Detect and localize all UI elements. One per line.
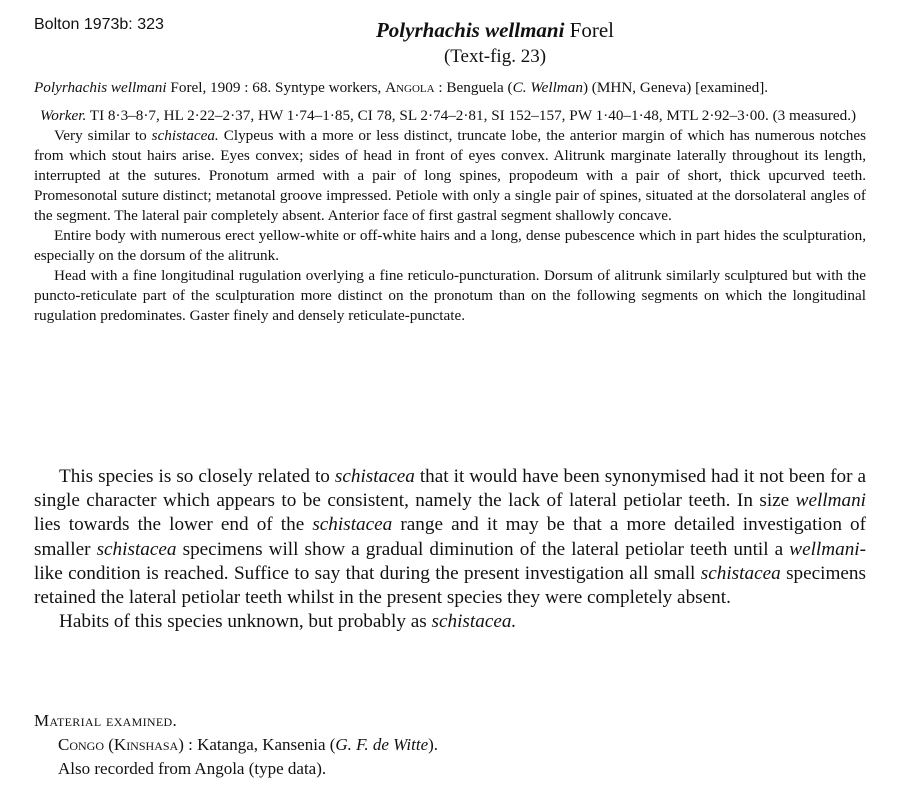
species-ref: wellmani xyxy=(789,538,860,560)
sculpture-paragraph: Head with a fine longitudinal rugulation overlying a fine reticulo-puncturation. Dorsum of alitrunk similarly sculptured but with the puncto-reticulate part of the sculpturation more distinct on the pronotum than on the following segments on which the longitudinal rugulation predominates. Gaster finely and densely reticulate-punctate. xyxy=(34,267,866,324)
species-ref: schistacea. xyxy=(151,127,219,144)
citation-text: Forel, 1909 : 68. Syntype workers, xyxy=(166,79,386,96)
figure-reference: (Text-fig. 23) xyxy=(443,46,547,67)
material-examined-section xyxy=(34,709,866,781)
worker-measurements xyxy=(34,106,866,126)
material-text: ). xyxy=(428,735,439,754)
species-ref: wellmani xyxy=(795,490,866,512)
species-name: Polyrhachis wellmani xyxy=(375,18,565,42)
habits-text: Habits of this species unknown, but probably as xyxy=(59,611,432,633)
discussion-text: specimens retained the lateral petiolar teeth whilst in the present species they were completely absent. xyxy=(34,562,866,609)
discussion-text: range and it may be that a more detailed investigation of smaller xyxy=(34,514,866,560)
material-recorded: Also recorded from Angola (type data). xyxy=(58,759,327,778)
measurements-text: TI 8·3–8·7, HL 2·22–2·37, HW 1·74–1·85, CI 78, SL 2·74–2·81, SI 152–157, PW 1·40–1·48, MTL 2·92–3·00. (3 measured.) xyxy=(86,107,857,124)
species-ref: schistacea. xyxy=(431,611,517,633)
page-title xyxy=(90,18,900,42)
citation-text: ) (MHN, Geneva) [examined]. xyxy=(582,79,769,96)
worker-label: Worker. xyxy=(40,107,87,124)
description-paragraph xyxy=(34,126,866,226)
description-text: Clypeus with a more or less distinct, truncate lobe, the anterior margin of which has numerous notches from which stout hairs arise. Eyes convex; sides of head in front of eyes convex. Alitrunk marginate laterally throughout its length, interrupted at the sutures. Pronotum armed with a pair of long spines, propodeum with a pair of short, thick upcurved teeth. Promesonotal suture distinct; metanotal groove impressed. Petiole with only a single pair of spines, situated at the dorsolateral angles of the segment. The lateral pair completely absent. Anterior face of first gastral segment shallowly concave. xyxy=(34,127,866,224)
discussion-text: that it would have been synonymised had it not been for a single character which appears to be consistent, namely the lack of lateral petiolar teeth. In size xyxy=(34,466,866,512)
habits-paragraph xyxy=(34,610,866,634)
citation-paragraph xyxy=(34,78,866,98)
species-author: Forel xyxy=(569,18,614,42)
discussion-text: lies towards the lower end of the xyxy=(34,514,313,536)
title-block xyxy=(0,18,900,69)
citation-species: Polyrhachis wellmani xyxy=(34,79,167,96)
species-ref: schistacea xyxy=(700,562,781,584)
citation-text: : Benguela ( xyxy=(434,79,513,96)
discussion-text: specimens will show a gradual diminution of the lateral petiolar teeth until a xyxy=(176,538,790,560)
citation-country: Angola xyxy=(385,79,435,96)
pilosity-paragraph: Entire body with numerous erect yellow-white or off-white hairs and a long, dense pubescence which in part hides the sculpturation, especially on the dorsum of the alitrunk. xyxy=(34,227,866,264)
reference-tag: Bolton 1973b: 323 xyxy=(34,16,164,33)
species-ref: schistacea xyxy=(96,538,177,560)
discussion-text: -like condition is reached. Suffice to say that during the present investigation all small xyxy=(34,538,867,584)
material-collector: G. F. de Witte xyxy=(335,735,429,754)
taxonomic-description xyxy=(34,78,866,326)
citation-collector: C. Wellman xyxy=(512,79,583,96)
discussion-text: This species is so closely related to xyxy=(59,466,335,487)
species-ref: schistacea xyxy=(334,466,415,487)
description-text: Very similar to xyxy=(54,127,152,144)
discussion-section xyxy=(34,465,866,634)
species-ref: schistacea xyxy=(312,514,393,536)
discussion-paragraph xyxy=(34,465,866,610)
material-heading: Material examined. xyxy=(34,711,177,730)
material-record xyxy=(34,733,866,757)
material-locality: : Katanga, Kansenia ( xyxy=(183,735,336,754)
material-country: Congo (Kinshasa) xyxy=(58,735,184,754)
